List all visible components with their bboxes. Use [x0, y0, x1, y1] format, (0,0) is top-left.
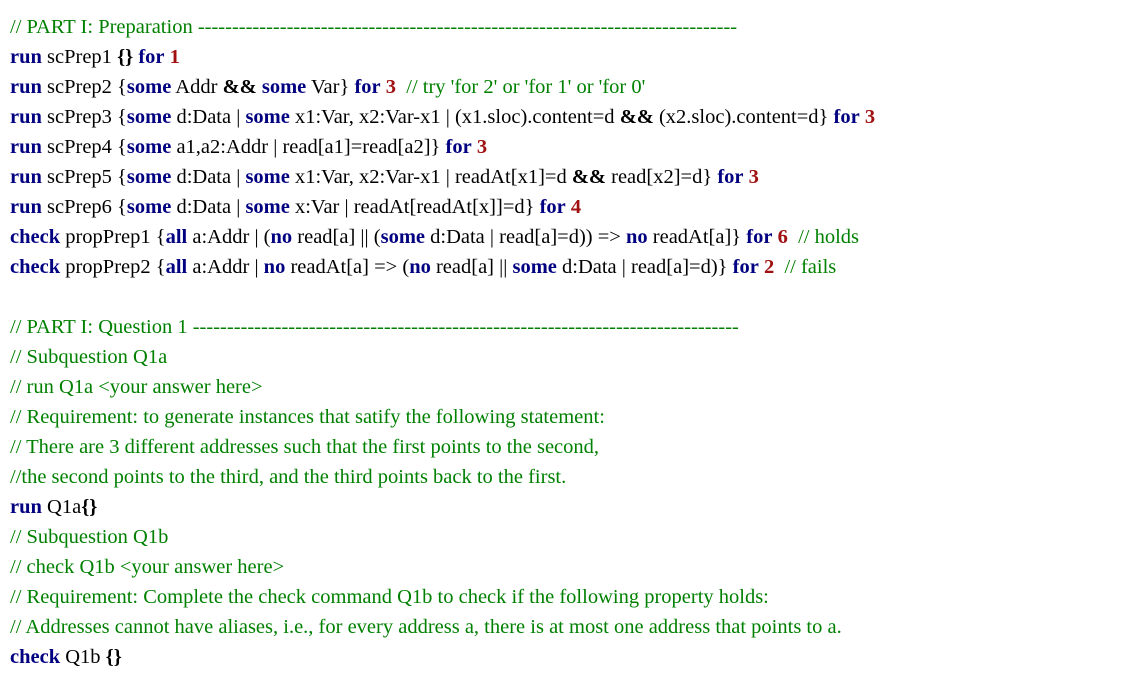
- code-line: [10, 222, 1130, 252]
- code-token: read[a] || (: [292, 226, 381, 248]
- code-line: [10, 432, 1130, 462]
- code-token: scPrep4 {: [41, 136, 127, 158]
- keyword-token: some: [126, 136, 172, 158]
- code-token: scPrep6 {: [41, 196, 127, 218]
- code-editor[interactable]: [10, 12, 1130, 672]
- number-token: 1: [169, 46, 180, 68]
- code-line: [10, 312, 1130, 342]
- keyword-token: no: [409, 256, 431, 278]
- code-line: [10, 552, 1130, 582]
- comment-token: // PART I: Question 1 --------------------------------------------------------------------------------: [10, 316, 739, 338]
- code-token: scPrep5 {: [41, 166, 127, 188]
- code-token: Var}: [306, 76, 355, 98]
- code-line: [10, 132, 1130, 162]
- code-token: readAt[a]}: [647, 226, 747, 248]
- keyword-token: for: [732, 256, 759, 278]
- code-line: [10, 72, 1130, 102]
- number-token: 3: [385, 76, 396, 98]
- keyword-token: no: [263, 256, 286, 278]
- code-token: a:Addr | (: [187, 226, 271, 248]
- keyword-token: for: [138, 46, 165, 68]
- keyword-token: all: [165, 256, 188, 278]
- comment-token: // Requirement: Complete the check command Q1b to check if the following property holds:: [10, 586, 769, 608]
- keyword-token: some: [245, 166, 290, 188]
- code-token: scPrep3 {: [41, 106, 127, 128]
- keyword-token: run: [10, 196, 42, 218]
- number-token: 2: [763, 256, 775, 278]
- code-token: x1:Var, x2:Var-x1 | (x1.sloc).content=d: [289, 106, 620, 128]
- keyword-token: for: [746, 226, 773, 248]
- code-token: propPrep2 {: [60, 256, 166, 278]
- symbol-token: {}: [81, 496, 98, 518]
- code-line: [10, 402, 1130, 432]
- code-token: a1,a2:Addr | read[a1]=read[a2]}: [171, 136, 446, 158]
- keyword-token: run: [10, 166, 42, 188]
- keyword-token: for: [539, 196, 566, 218]
- keyword-token: no: [626, 226, 648, 248]
- code-line: [10, 582, 1130, 612]
- keyword-token: some: [126, 166, 172, 188]
- comment-token: // fails: [774, 256, 837, 278]
- symbol-token: &&: [222, 76, 257, 98]
- comment-token: // run Q1a <your answer here>: [10, 376, 263, 398]
- code-token: read[x2]=d}: [606, 166, 718, 188]
- comment-token: // Addresses cannot have aliases, i.e., for every address a, there is at most one address that points to a.: [10, 616, 842, 638]
- code-line: [10, 522, 1130, 552]
- comment-token: // Subquestion Q1b: [10, 526, 169, 548]
- code-token: scPrep2 {: [41, 76, 127, 98]
- keyword-token: all: [165, 226, 188, 248]
- keyword-token: check: [10, 226, 61, 248]
- keyword-token: check: [10, 256, 61, 278]
- keyword-token: for: [717, 166, 744, 188]
- comment-token: // holds: [787, 226, 860, 248]
- code-token: propPrep1 {: [60, 226, 166, 248]
- keyword-token: some: [126, 196, 172, 218]
- code-line: [10, 342, 1130, 372]
- code-token: d:Data |: [171, 166, 246, 188]
- code-token: d:Data |: [171, 106, 246, 128]
- number-token: 3: [864, 106, 876, 128]
- keyword-token: for: [833, 106, 860, 128]
- number-token: 3: [476, 136, 488, 158]
- code-token: x1:Var, x2:Var-x1 | readAt[x1]=d: [289, 166, 572, 188]
- code-token: Q1a: [41, 496, 82, 518]
- number-token: 3: [748, 166, 759, 188]
- code-line: [10, 42, 1130, 72]
- symbol-token: {}: [105, 646, 122, 668]
- keyword-token: check: [10, 646, 61, 668]
- keyword-token: some: [380, 226, 425, 248]
- comment-token: // try 'for 2' or 'for 1' or 'for 0': [396, 76, 646, 98]
- keyword-token: some: [512, 256, 557, 278]
- code-token: (x2.sloc).content=d}: [653, 106, 834, 128]
- code-line: [10, 162, 1130, 192]
- code-line: [10, 492, 1130, 522]
- code-line: [10, 462, 1130, 492]
- code-token: readAt[a] => (: [285, 256, 410, 278]
- code-token: d:Data | read[a]=d)}: [556, 256, 733, 278]
- keyword-token: run: [10, 76, 42, 98]
- comment-token: // PART I: Preparation -------------------------------------------------------------------------------: [10, 16, 738, 38]
- keyword-token: for: [354, 76, 381, 98]
- code-token: d:Data | read[a]=d)) =>: [425, 226, 626, 248]
- comment-token: // Subquestion Q1a: [10, 346, 168, 368]
- code-token: Q1b: [60, 646, 106, 668]
- code-token: read[a] ||: [430, 256, 513, 278]
- keyword-token: some: [126, 106, 172, 128]
- keyword-token: some: [245, 106, 290, 128]
- code-token: scPrep1: [41, 46, 118, 68]
- code-line: [10, 252, 1130, 282]
- code-line: [10, 642, 1130, 672]
- keyword-token: run: [10, 106, 42, 128]
- keyword-token: some: [245, 196, 290, 218]
- code-token: x:Var | readAt[readAt[x]]=d}: [289, 196, 540, 218]
- keyword-token: no: [270, 226, 293, 248]
- comment-token: // check Q1b <your answer here>: [10, 556, 285, 578]
- code-token: Addr: [171, 76, 223, 98]
- code-line: [10, 282, 1130, 312]
- code-line: [10, 12, 1130, 42]
- code-line: [10, 102, 1130, 132]
- comment-token: // There are 3 different addresses such that the first points to the second,: [10, 436, 600, 458]
- keyword-token: run: [10, 136, 42, 158]
- keyword-token: for: [445, 136, 472, 158]
- comment-token: //the second points to the third, and the third points back to the first.: [10, 466, 567, 488]
- code-line: [10, 612, 1130, 642]
- symbol-token: &&: [571, 166, 606, 188]
- symbol-token: &&: [619, 106, 654, 128]
- symbol-token: {}: [117, 46, 134, 68]
- keyword-token: some: [126, 76, 172, 98]
- code-line: [10, 372, 1130, 402]
- keyword-token: run: [10, 496, 42, 518]
- code-token: a:Addr |: [187, 256, 264, 278]
- code-token: d:Data |: [171, 196, 246, 218]
- number-token: 6: [777, 226, 788, 248]
- code-line: [10, 192, 1130, 222]
- keyword-token: run: [10, 46, 42, 68]
- comment-token: // Requirement: to generate instances that satify the following statement:: [10, 406, 605, 428]
- keyword-token: some: [261, 76, 307, 98]
- number-token: 4: [570, 196, 582, 218]
